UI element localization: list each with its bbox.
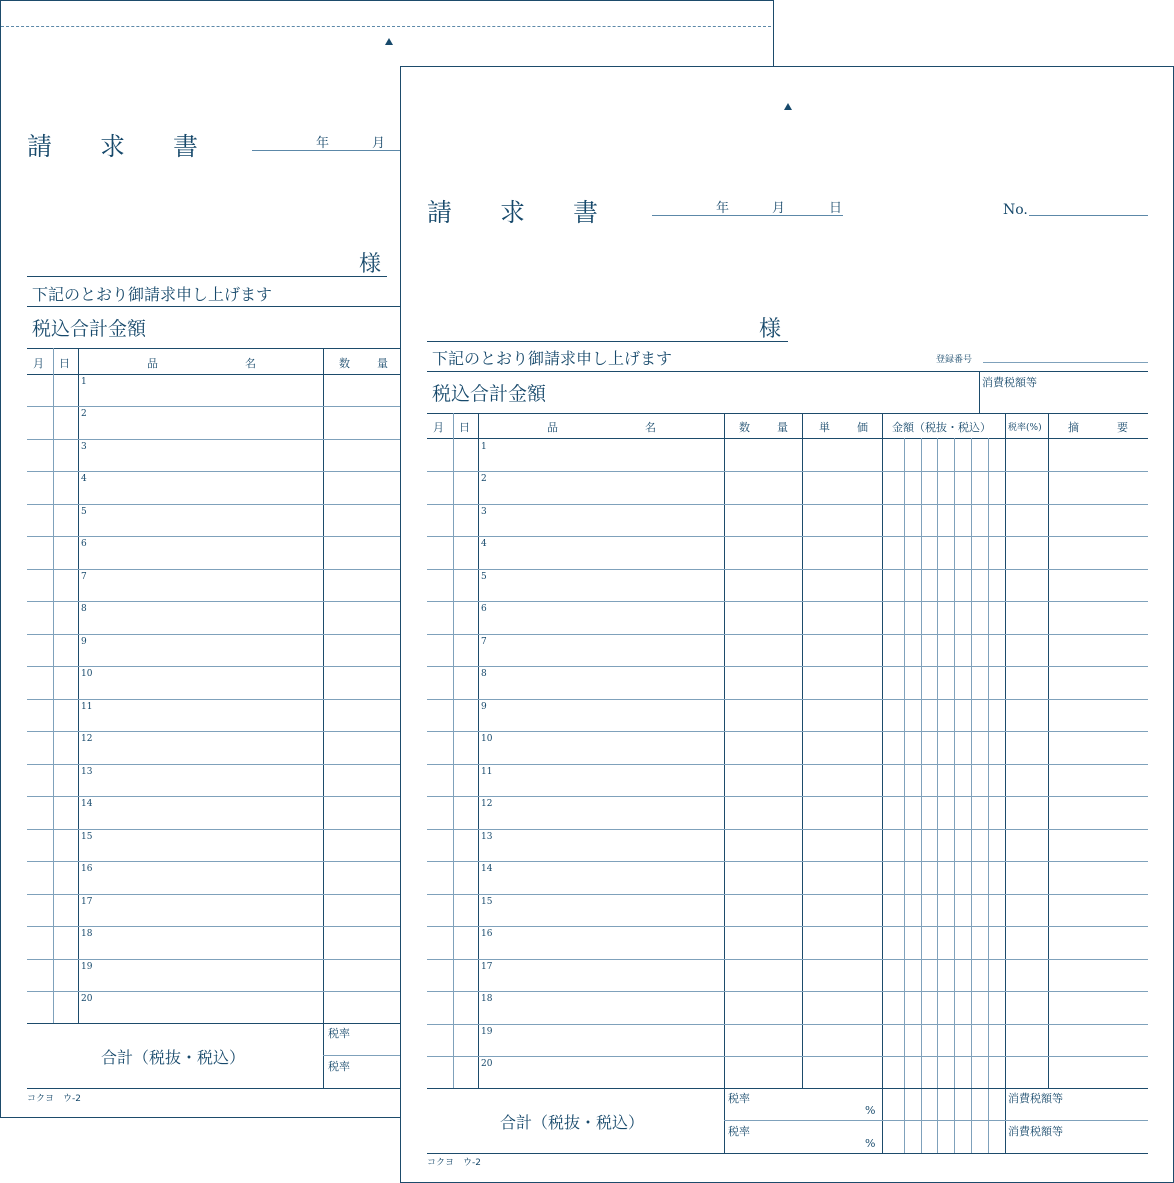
col-divider [78, 348, 79, 1023]
row-number: 3 [81, 442, 87, 452]
footer-code: コクヨ ウ-2 [427, 1158, 481, 1168]
header-bottom-line [427, 438, 1148, 439]
row-line [27, 666, 401, 667]
col-divider [478, 413, 479, 1088]
row-line [27, 471, 401, 472]
intro-text: 下記のとおり御請求申し上げます [32, 285, 273, 304]
col-divider [1005, 413, 1006, 1153]
row-number: 1 [481, 442, 487, 452]
date-month-label: 月 [772, 201, 786, 216]
tear-line [1, 26, 771, 27]
row-number: 11 [481, 767, 493, 777]
row-number: 5 [81, 507, 87, 517]
row-number: 9 [81, 637, 87, 647]
header-day: 日 [59, 357, 70, 370]
row-number: 8 [481, 669, 487, 679]
col-divider [53, 348, 54, 1023]
date-month-label: 月 [372, 136, 386, 151]
row-line [27, 991, 401, 992]
recipient-line [427, 341, 788, 342]
triangle-marker-icon [385, 38, 393, 45]
header-day: 日 [459, 421, 470, 434]
row-line [27, 504, 401, 505]
percent-sign: % [865, 1104, 876, 1117]
row-number: 20 [81, 994, 93, 1004]
registration-line [983, 362, 1148, 363]
row-number: 11 [81, 702, 93, 712]
recipient-suffix: 様 [759, 317, 782, 342]
header-item-b: 名 [645, 421, 656, 434]
row-number: 12 [481, 799, 493, 809]
row-number: 16 [81, 864, 93, 874]
row-line [427, 699, 1148, 700]
row-line [427, 991, 1148, 992]
row-line [27, 926, 401, 927]
row-line [27, 796, 401, 797]
col-divider [802, 413, 803, 1088]
intro-text: 下記のとおり御請求申し上げます [432, 349, 673, 368]
sum-divider [323, 1055, 401, 1056]
header-qty-a: 数 [739, 421, 750, 434]
row-number: 17 [481, 962, 493, 972]
row-number: 7 [81, 572, 87, 582]
row-number: 8 [81, 604, 87, 614]
registration-label: 登録番号 [936, 355, 973, 365]
row-number: 19 [81, 962, 93, 972]
header-amount: 金額（税抜・税込） [892, 421, 991, 434]
date-year-label: 年 [316, 136, 330, 151]
date-year-label: 年 [716, 201, 730, 216]
row-line [427, 959, 1148, 960]
row-line [427, 796, 1148, 797]
header-item-a: 品 [147, 357, 158, 370]
row-line [427, 666, 1148, 667]
row-line [427, 504, 1148, 505]
sum-bottom-line [427, 1153, 1148, 1154]
row-line [427, 536, 1148, 537]
header-month: 月 [33, 357, 44, 370]
row-number: 12 [81, 734, 93, 744]
section-line [427, 371, 1148, 372]
row-number: 6 [481, 604, 487, 614]
row-line [427, 764, 1148, 765]
row-number: 4 [481, 539, 487, 549]
row-line [27, 536, 401, 537]
table-top-line [27, 348, 401, 349]
row-number: 19 [481, 1027, 493, 1037]
row-number: 10 [481, 734, 493, 744]
total-label: 税込合計金額 [32, 318, 147, 340]
row-number: 3 [481, 507, 487, 517]
row-number: 13 [81, 767, 93, 777]
footer-code: コクヨ ウ-2 [27, 1094, 81, 1104]
sum-divider [724, 1120, 1148, 1121]
row-line [427, 731, 1148, 732]
header-memo-b: 要 [1117, 421, 1128, 434]
row-number: 10 [81, 669, 93, 679]
table-top-line [427, 413, 1148, 414]
col-divider [882, 413, 883, 1153]
header-tax-rate: 税率(%) [1008, 423, 1042, 433]
date-day-label: 日 [829, 201, 843, 216]
row-number: 2 [81, 409, 87, 419]
row-line [27, 894, 401, 895]
header-price-a: 単 [819, 421, 830, 434]
recipient-line [27, 276, 387, 277]
header-price-b: 価 [857, 421, 868, 434]
row-line [27, 406, 401, 407]
row-line [427, 894, 1148, 895]
header-bottom-line [27, 374, 401, 375]
tax-rate-label: 税率 [328, 1027, 350, 1040]
row-number: 18 [481, 994, 493, 1004]
row-line [427, 926, 1148, 927]
invoice-title: 請 求 書 [427, 198, 599, 227]
row-number: 15 [481, 897, 493, 907]
row-number: 18 [81, 929, 93, 939]
date-line [652, 215, 843, 216]
row-line [27, 569, 401, 570]
row-number: 14 [81, 799, 93, 809]
col-divider [323, 348, 324, 1088]
row-line [27, 861, 401, 862]
row-line [27, 439, 401, 440]
consumption-tax-label: 消費税額等 [1008, 1125, 1063, 1138]
row-number: 7 [481, 637, 487, 647]
row-line [427, 1024, 1148, 1025]
row-line [427, 634, 1148, 635]
col-divider [1048, 413, 1049, 1088]
row-line [27, 829, 401, 830]
consumption-tax-label: 消費税額等 [982, 376, 1037, 389]
row-line [27, 764, 401, 765]
header-qty-a: 数 [339, 357, 350, 370]
recipient-suffix: 様 [359, 252, 382, 277]
row-number: 2 [481, 474, 487, 484]
invoice-sheet-front [400, 66, 1174, 1183]
row-number: 4 [81, 474, 87, 484]
row-number: 13 [481, 832, 493, 842]
sum-label: 合計（税抜・税込） [500, 1113, 645, 1132]
sum-label: 合計（税抜・税込） [101, 1048, 246, 1067]
row-line [427, 569, 1148, 570]
header-qty-b: 量 [777, 421, 788, 434]
row-number: 16 [481, 929, 493, 939]
header-memo-a: 摘 [1068, 421, 1079, 434]
row-number: 17 [81, 897, 93, 907]
header-item-b: 名 [245, 357, 256, 370]
row-number: 6 [81, 539, 87, 549]
row-line [27, 959, 401, 960]
row-number: 14 [481, 864, 493, 874]
row-line [427, 1056, 1148, 1057]
row-number: 15 [81, 832, 93, 842]
header-item-a: 品 [547, 421, 558, 434]
row-line [427, 601, 1148, 602]
row-line [427, 471, 1148, 472]
header-month: 月 [433, 421, 444, 434]
total-label: 税込合計金額 [432, 383, 547, 405]
invoice-number-label: No. [1003, 202, 1028, 218]
row-line [427, 861, 1148, 862]
tax-rate-label: 税率 [328, 1060, 350, 1073]
header-qty-b: 量 [377, 357, 388, 370]
row-line [27, 601, 401, 602]
row-line [27, 731, 401, 732]
invoice-title: 請 求 書 [27, 132, 199, 161]
section-line [27, 306, 401, 307]
triangle-marker-icon [784, 103, 792, 110]
col-divider [724, 413, 725, 1153]
tax-rate-label: 税率 [728, 1125, 750, 1138]
row-number: 1 [81, 377, 87, 387]
row-number: 9 [481, 702, 487, 712]
tax-rate-label: 税率 [728, 1092, 750, 1105]
table-bottom-line [427, 1088, 1148, 1089]
sum-bottom-line [27, 1088, 401, 1089]
row-line [27, 634, 401, 635]
col-divider [453, 413, 454, 1088]
row-number: 20 [481, 1059, 493, 1069]
row-line [427, 829, 1148, 830]
row-number: 5 [481, 572, 487, 582]
consumption-tax-label: 消費税額等 [1008, 1092, 1063, 1105]
row-line [27, 699, 401, 700]
percent-sign: % [865, 1137, 876, 1150]
table-bottom-line [27, 1023, 401, 1024]
tax-box-divider [979, 371, 980, 413]
invoice-number-line [1029, 215, 1148, 216]
